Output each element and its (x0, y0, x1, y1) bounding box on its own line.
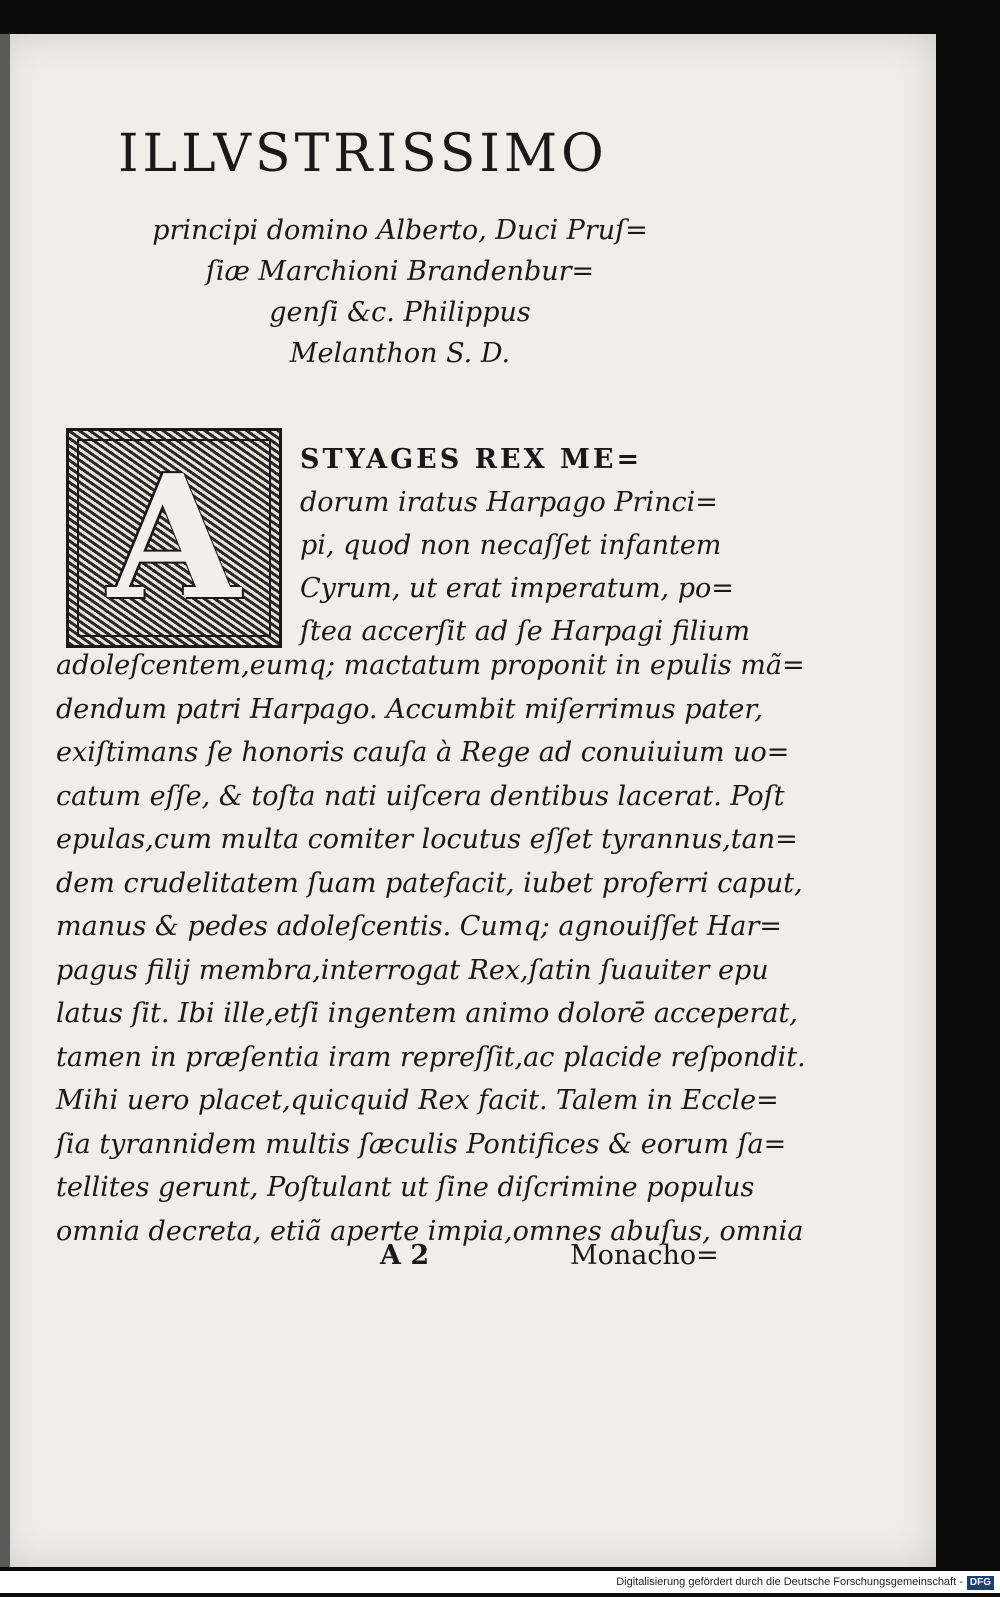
opening-paragraph (300, 438, 751, 653)
subtitle-line: ſiæ Marchioni Brandenbur= (205, 256, 595, 287)
subtitle-line: Melanthon S. D. (289, 338, 511, 369)
digitization-credit (0, 1571, 1000, 1593)
text-line: adoleſcentem,eumq; mactatum proponit in epulis mã= (56, 650, 805, 681)
signature-mark: A 2 (380, 1240, 430, 1271)
text-line: omnia decreta, etiã aperte impia,omnes abuſus, omnia (56, 1215, 804, 1247)
dedication-subtitle (120, 210, 680, 374)
text-line: ſtea accerſit ad ſe Harpagi filium (300, 616, 751, 647)
text-line: exiſtimans ſe honoris cauſa à Rege ad conuiuium uo= (56, 737, 790, 768)
initial-letter: A (108, 438, 240, 638)
page-gutter (0, 34, 10, 1567)
text-line: ſia tyrannidem multis ſæculis Pontifices & eorum ſa= (56, 1128, 787, 1160)
subtitle-line: principi domino Alberto, Duci Pruſ= (152, 215, 648, 246)
text-line: tamen in præſentia iram repreſſit,ac placide reſpondit. (56, 1041, 806, 1073)
text-line: epulas,cum multa comiter locutus eſſet tyrannus,tan= (56, 824, 798, 855)
text-line: tellites gerunt, Poſtulant ut ſine diſcrimine populus (56, 1172, 755, 1203)
text-line: manus & pedes adoleſcentis. Cumq; agnouiſſet Har= (56, 911, 782, 942)
credit-text: Digitalisierung gefördert durch die Deutsche Forschungsgemeinschaft - (616, 1576, 963, 1588)
text-line: Mihi uero placet,quicquid Rex facit. Talem in Eccle= (56, 1085, 779, 1116)
page-title: ILLVSTRISSIMO (118, 124, 608, 184)
text-line: Cyrum, ut erat imperatum, po= (300, 573, 734, 604)
text-line: pagus filij membra,interrogat Rex,ſatin ſuauiter epu (56, 954, 769, 986)
text-line: pi, quod non necaſſet infantem (300, 530, 722, 561)
text-line: dorum iratus Harpago Princi= (300, 487, 718, 518)
text-line: catum eſſe, & toſta nati uiſcera dentibus lacerat. Poſt (56, 780, 785, 812)
subtitle-line: genſi &c. Philippus (269, 297, 531, 328)
text-line: latus ſit. Ibi ille,etſi ingentem animo dolorē acceperat, (56, 998, 798, 1029)
decorated-initial (66, 428, 282, 648)
catchword: Monacho= (570, 1240, 719, 1271)
body-text (56, 644, 806, 1253)
text-line: STYAGES REX ME= (300, 444, 643, 475)
text-line: dem crudelitatem ſuam patefacit, iubet proferri caput, (56, 867, 803, 899)
text-line: dendum patri Harpago. Accumbit miſerrimus pater, (56, 693, 763, 725)
page-footer (370, 1240, 730, 1280)
dfg-logo-icon: DFG (967, 1576, 994, 1590)
